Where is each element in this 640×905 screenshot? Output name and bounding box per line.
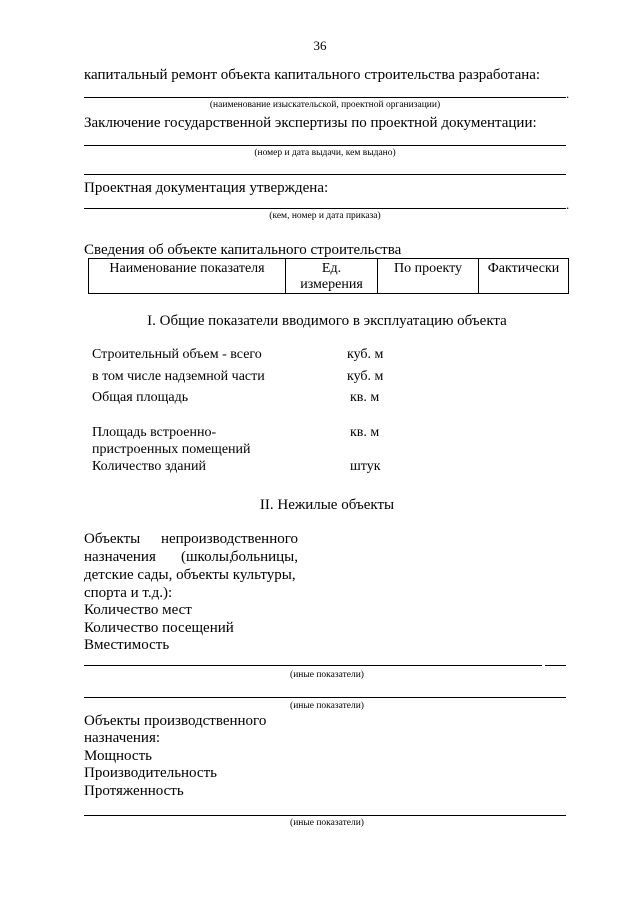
indicator-unit: штук	[350, 459, 381, 474]
prod-item: Производительность	[84, 765, 217, 781]
indicator-unit: кв. м	[350, 390, 380, 405]
nonprod-item: Количество мест	[84, 602, 192, 618]
indicator-label-line1: Площадь встроенно-	[92, 425, 217, 440]
nonprod-word: непроизводственного	[160, 531, 298, 547]
other-caption: (иные показатели)	[290, 818, 364, 828]
other-caption: (иные показатели)	[290, 670, 364, 680]
table-header-row	[89, 259, 569, 294]
expertise-fill-line-2	[84, 174, 566, 175]
prod-line1: Объекты производственного	[84, 713, 267, 729]
developer-line: капитальный ремонт объекта капитального строительства разработана:	[84, 67, 541, 83]
indicator-label: Общая площадь	[92, 390, 189, 405]
nonprod-item: Вместимость	[84, 637, 170, 653]
other-caption: (иные показатели)	[290, 701, 364, 711]
object-info-table	[88, 258, 569, 294]
approval-fill-line	[84, 208, 566, 209]
indicator-unit: кв. м	[350, 425, 380, 440]
other-fill-line-3	[84, 815, 566, 816]
approval-line: Проектная документация утверждена:	[84, 180, 329, 196]
nonprod-word: (школы,	[181, 549, 233, 565]
header-unit-line1: Ед.	[321, 261, 342, 276]
expertise-caption: (номер и дата выдачи, кем выдано)	[254, 148, 396, 158]
indicator-label-line2: пристроенных помещений	[92, 442, 251, 457]
table-caption: Сведения об объекте капитального строительства	[84, 242, 402, 258]
nonprod-line4: спорта и т.д.):	[84, 585, 173, 601]
header-name: Наименование показателя	[89, 259, 286, 294]
prod-item: Протяженность	[84, 783, 184, 799]
indicator-unit: куб. м	[347, 369, 384, 384]
nonprod-word: назначения	[84, 549, 156, 565]
indicator-label: в том числе надземной части	[92, 369, 265, 384]
prod-item: Мощность	[84, 748, 152, 764]
developer-fill-line	[84, 97, 566, 98]
nonprod-word: Объекты	[84, 531, 141, 547]
nonprod-word: больницы,	[230, 549, 298, 565]
nonprod-item: Количество посещений	[84, 620, 234, 636]
other-fill-line-tail	[545, 665, 566, 666]
header-actual: Фактически	[479, 259, 569, 294]
header-unit	[286, 259, 378, 294]
other-fill-line	[84, 665, 542, 666]
indicator-label: Строительный объем - всего	[92, 347, 262, 362]
nonprod-line1	[84, 530, 298, 548]
section2-title: II. Нежилые объекты	[259, 497, 395, 513]
header-unit-line2: измерения	[300, 277, 363, 292]
period-mark: .	[566, 86, 570, 101]
indicator-label: Количество зданий	[92, 459, 206, 474]
indicator-unit: куб. м	[347, 347, 384, 362]
approval-caption: (кем, номер и дата приказа)	[269, 211, 381, 221]
page-number: 36	[313, 38, 327, 53]
header-project: По проекту	[378, 259, 479, 294]
nonprod-line3: детские сады, объекты культуры,	[84, 567, 296, 583]
other-fill-line-2	[84, 697, 566, 698]
prod-line2: назначения:	[84, 730, 161, 746]
developer-caption: (наименование изыскательской, проектной организации)	[209, 100, 441, 110]
section1-title: I. Общие показатели вводимого в эксплуатацию объекта	[147, 313, 507, 329]
expertise-fill-line	[84, 145, 566, 146]
expertise-line: Заключение государственной экспертизы по проектной документации:	[84, 115, 537, 131]
period-mark-2: .	[566, 197, 570, 212]
